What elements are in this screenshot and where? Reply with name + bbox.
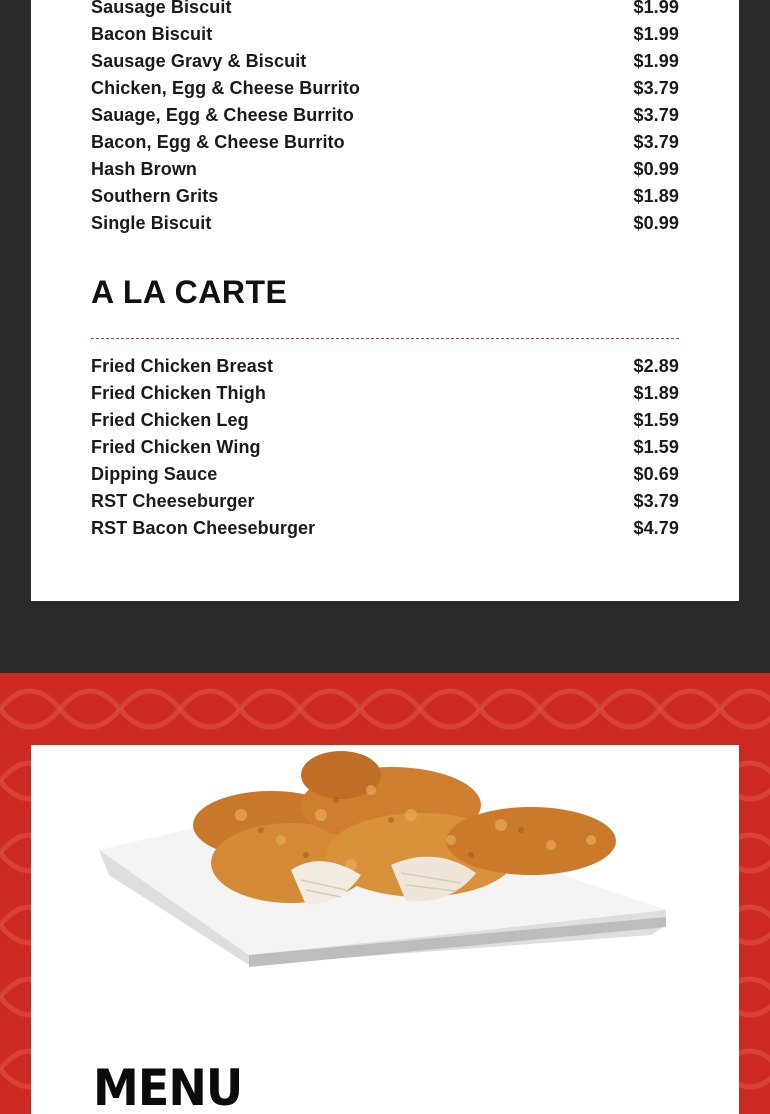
menu-row — [91, 353, 679, 380]
menu-row — [91, 48, 679, 75]
item-name: RST Bacon Cheeseburger — [91, 518, 316, 538]
menu-row — [91, 129, 679, 156]
item-price: $1.89 — [633, 186, 679, 206]
item-name: Bacon, Egg & Cheese Burrito — [91, 132, 345, 152]
item-name: Fried Chicken Breast — [91, 356, 274, 376]
item-name: RST Cheeseburger — [91, 491, 255, 511]
item-price: $2.89 — [633, 356, 679, 376]
item-name: Single Biscuit — [91, 213, 212, 233]
item-name: Fried Chicken Thigh — [91, 383, 266, 403]
item-price: $1.99 — [633, 24, 679, 44]
item-price: $1.99 — [633, 51, 679, 71]
item-name: Sausage Gravy & Biscuit — [91, 51, 307, 71]
menu-card — [31, 0, 739, 601]
item-price: $3.79 — [633, 132, 679, 152]
item-name: Sauage, Egg & Cheese Burrito — [91, 105, 354, 125]
menu-row — [91, 407, 679, 434]
item-name: Hash Brown — [91, 159, 198, 179]
menu-row — [91, 210, 679, 237]
item-price: $1.99 — [633, 0, 679, 17]
menu-row — [91, 0, 679, 21]
menu-row — [91, 488, 679, 515]
section-title-a-la-carte: A LA CARTE — [91, 274, 288, 310]
breakfast-list — [91, 0, 679, 237]
section-divider — [91, 338, 679, 339]
item-name: Chicken, Egg & Cheese Burrito — [91, 78, 360, 98]
item-price: $4.79 — [633, 518, 679, 538]
item-price: $3.79 — [633, 105, 679, 125]
menu-row — [91, 461, 679, 488]
item-price: $1.89 — [633, 383, 679, 403]
fried-chicken-image — [91, 745, 681, 975]
menu-row — [91, 183, 679, 210]
item-price: $3.79 — [633, 491, 679, 511]
menu-row — [91, 21, 679, 48]
menu-row — [91, 380, 679, 407]
item-price: $0.99 — [633, 213, 679, 233]
item-price: $0.69 — [633, 464, 679, 484]
item-price: $1.59 — [633, 437, 679, 457]
featured-card — [31, 745, 739, 1114]
menu-row — [91, 434, 679, 461]
menu-row — [91, 515, 679, 542]
item-name: Dipping Sauce — [91, 464, 218, 484]
menu-logo: MENU — [93, 1059, 243, 1114]
item-name: Bacon Biscuit — [91, 24, 213, 44]
item-price: $1.59 — [633, 410, 679, 430]
item-name: Southern Grits — [91, 186, 219, 206]
item-name: Fried Chicken Wing — [91, 437, 261, 457]
menu-row — [91, 102, 679, 129]
item-price: $0.99 — [633, 159, 679, 179]
item-name: Sausage Biscuit — [91, 0, 232, 17]
item-name: Fried Chicken Leg — [91, 410, 249, 430]
menu-row — [91, 156, 679, 183]
menu-row — [91, 75, 679, 102]
a-la-carte-list — [91, 353, 679, 542]
item-price: $3.79 — [633, 78, 679, 98]
